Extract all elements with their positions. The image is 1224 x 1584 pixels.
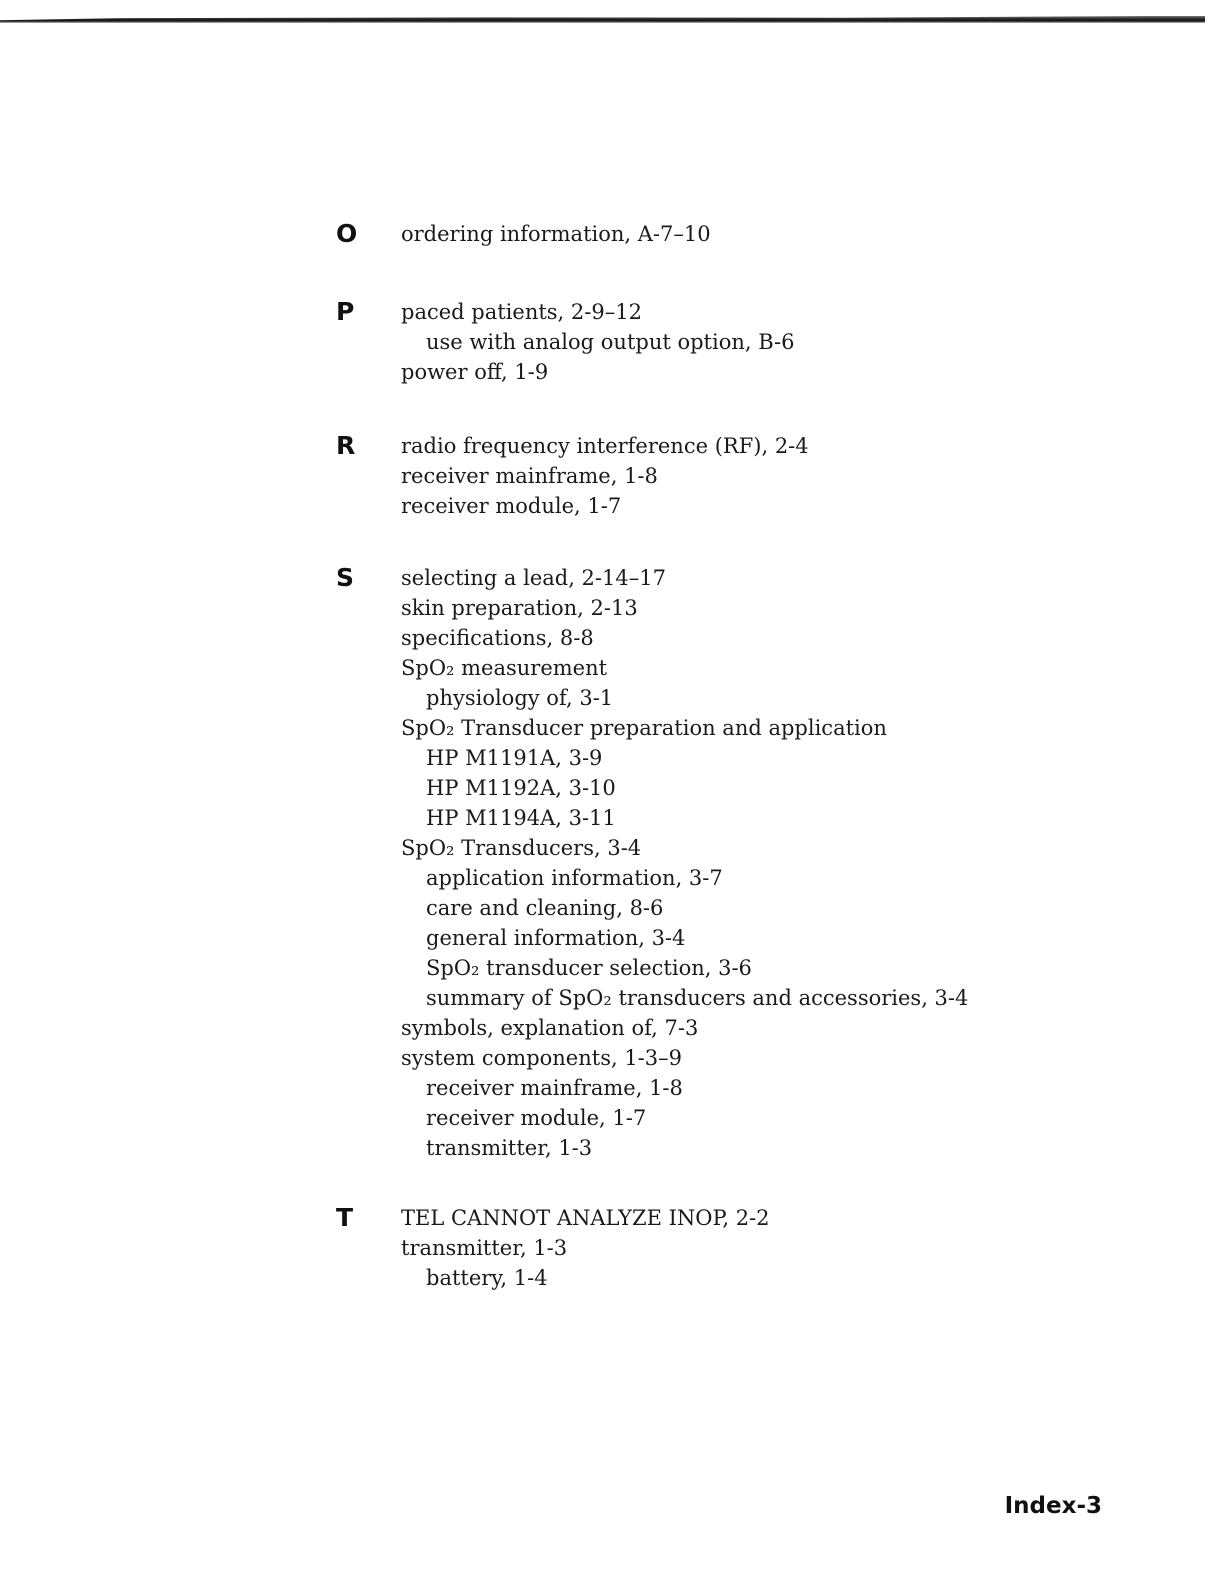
- section-letter: P: [336, 297, 355, 326]
- index-entry: power off, 1-9: [401, 360, 549, 384]
- section-letter: S: [336, 563, 355, 592]
- entry-list: [401, 563, 1101, 1163]
- index-entry: receiver mainframe, 1-8: [401, 464, 658, 488]
- index-subentry: transmitter, 1-3: [426, 1136, 593, 1160]
- index-subentry: SpO₂ transducer selection, 3-6: [426, 956, 752, 980]
- section-letter: T: [336, 1203, 354, 1232]
- index-subentry: receiver module, 1-7: [426, 1106, 647, 1130]
- index-entry: SpO₂ measurement: [401, 656, 608, 680]
- index-entry: selecting a lead, 2-14–17: [401, 566, 666, 590]
- index-entry: radio frequency interference (RF), 2-4: [401, 434, 809, 458]
- index-entry: specifications, 8-8: [401, 626, 594, 650]
- index-entry: system components, 1-3–9: [401, 1046, 682, 1070]
- index-entry: SpO₂ Transducers, 3-4: [401, 836, 642, 860]
- index-entry: symbols, explanation of, 7-3: [401, 1016, 699, 1040]
- entry-list: [401, 1203, 1101, 1293]
- index-subentry: physiology of, 3-1: [426, 686, 614, 710]
- index-subentry: battery, 1-4: [426, 1266, 548, 1290]
- index-entry: transmitter, 1-3: [401, 1236, 568, 1260]
- index-subentry: receiver mainframe, 1-8: [426, 1076, 683, 1100]
- entry-list: [401, 297, 1101, 387]
- index-subentry: general information, 3-4: [426, 926, 686, 950]
- index-subentry: summary of SpO₂ transducers and accessories, 3-4: [426, 986, 969, 1010]
- index-entry: TEL CANNOT ANALYZE INOP, 2-2: [401, 1206, 770, 1230]
- index-subentry: HP M1192A, 3-10: [426, 776, 616, 800]
- index-entry: skin preparation, 2-13: [401, 596, 638, 620]
- section-letter: R: [336, 431, 356, 460]
- index-subentry: HP M1191A, 3-9: [426, 746, 603, 770]
- index-entry: SpO₂ Transducer preparation and application: [401, 716, 887, 740]
- index-entry: paced patients, 2-9–12: [401, 300, 642, 324]
- page-number: Index-3: [1004, 1493, 1102, 1519]
- index-subentry: application information, 3-7: [426, 866, 723, 890]
- entry-list: [401, 431, 1101, 521]
- top-scan-rule: [0, 16, 1205, 23]
- index-subentry: HP M1194A, 3-11: [426, 806, 616, 830]
- index-subentry: use with analog output option, B-6: [426, 330, 795, 354]
- index-entry: ordering information, A-7–10: [401, 222, 711, 246]
- index-subentry: care and cleaning, 8-6: [426, 896, 664, 920]
- entry-list: [401, 219, 1101, 249]
- section-letter: O: [336, 219, 358, 248]
- index-entry: receiver module, 1-7: [401, 494, 622, 518]
